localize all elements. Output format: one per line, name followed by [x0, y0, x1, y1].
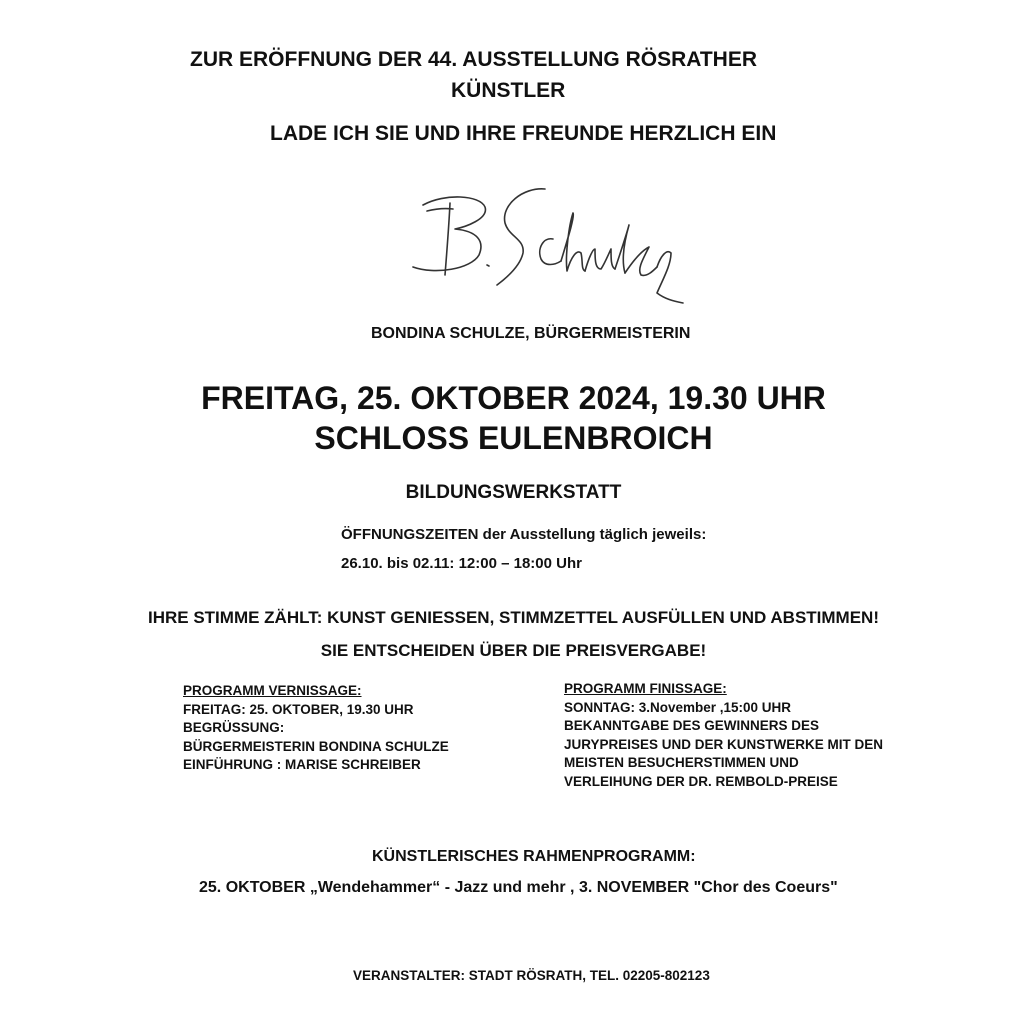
- rahmenprogramm-heading: KÜNSTLERISCHES RAHMENPROGRAMM:: [372, 848, 696, 865]
- invitation-line-1: ZUR ERÖFFNUNG DER 44. AUSSTELLUNG RÖSRATHER: [190, 48, 758, 71]
- organizer-footer: VERANSTALTER: STADT RÖSRATH, TEL. 02205-802123: [353, 968, 710, 983]
- vernissage-program: [183, 682, 449, 775]
- finissage-line: JURYPREISES UND DER KUNSTWERKE MIT DEN: [564, 736, 884, 752]
- finissage-line: VERLEIHUNG DER DR. REMBOLD-PREISE: [564, 773, 838, 789]
- opening-hours-label: ÖFFNUNGSZEITEN der Ausstellung täglich jeweils:: [341, 526, 707, 543]
- invitation-line-3: LADE ICH SIE UND IHRE FREUNDE HERZLICH EIN: [270, 122, 777, 145]
- invitation-line-2: KÜNSTLER: [451, 79, 566, 102]
- vote-appeal-line-2: SIE ENTSCHEIDEN ÜBER DIE PREISVERGABE!: [320, 641, 707, 660]
- finissage-line: MEISTEN BESUCHERSTIMMEN UND: [564, 755, 799, 770]
- signature-image: [405, 175, 705, 310]
- finissage-line: SONNTAG: 3.November ,15:00 UHR: [564, 699, 792, 715]
- finissage-heading: PROGRAMM FINISSAGE:: [564, 681, 727, 696]
- vernissage-line: EINFÜHRUNG : MARISE SCHREIBER: [183, 757, 421, 772]
- rahmenprogramm-details: 25. OKTOBER „Wendehammer“ - Jazz und mehr , 3. NOVEMBER "Chor des Coeurs": [199, 879, 838, 896]
- signatory-name: BONDINA SCHULZE, BÜRGERMEISTERIN: [371, 325, 691, 342]
- vote-appeal-line-1: IHRE STIMME ZÄHLT: KUNST GENIESSEN, STIMMZETTEL AUSFÜLLEN UND ABSTIMMEN!: [148, 608, 879, 627]
- event-room: BILDUNGSWERKSTATT: [405, 482, 622, 503]
- opening-hours-value: 26.10. bis 02.11: 12:00 – 18:00 Uhr: [341, 555, 582, 572]
- vernissage-heading: PROGRAMM VERNISSAGE:: [183, 683, 362, 698]
- finissage-line: BEKANNTGABE DES GEWINNERS DES: [564, 718, 820, 733]
- event-date-time: FREITAG, 25. OKTOBER 2024, 19.30 UHR: [201, 380, 826, 416]
- event-venue: SCHLOSS EULENBROICH: [314, 420, 713, 456]
- finissage-program: [564, 680, 883, 791]
- vernissage-line: BEGRÜSSUNG:: [183, 720, 285, 735]
- vernissage-line: FREITAG: 25. OKTOBER, 19.30 UHR: [183, 701, 414, 717]
- vernissage-line: BÜRGERMEISTERIN BONDINA SCHULZE: [183, 738, 449, 754]
